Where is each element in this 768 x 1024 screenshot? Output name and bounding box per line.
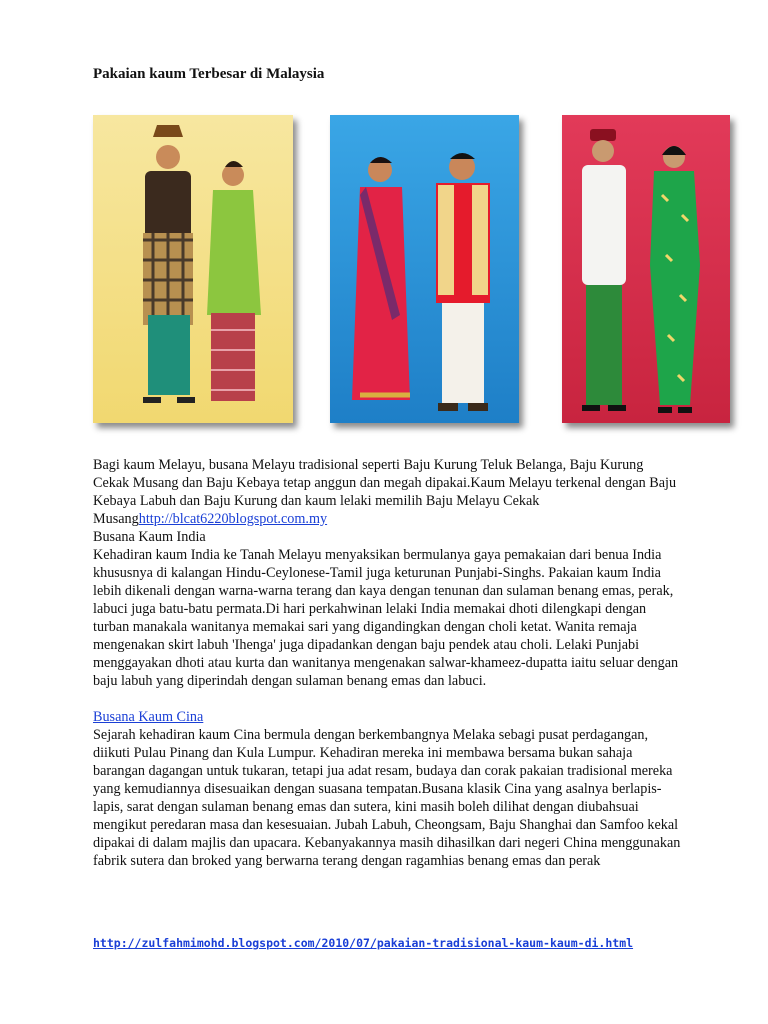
- paragraph-india: Kehadiran kaum India ke Tanah Melayu menyaksikan bermulanya gaya pemakaian dari benua India khususnya di kalangan Hindu-Ceylonese-Tamil juga keturunan Punjabi-Singhs. Pakaian kaum India lebih dikenali dengan warna-warna terang dan kaya dengan tenunan dan sulaman benang emas, perak, labuci juga batu-batu permata.Di hari perkahwinan lelaki India memakai dhoti dilengkapi dengan turban manakala wanitanya memakai sari yang digandingkan dengan choli ketat. Wanita remaja mengenakan skirt labuh 'Ihenga' juga dipadankan dengan baju pendek atau choli. Lelaki Punjabi menggayakan dhoti atau kurta dan wanitanya mengenakan salwar-khameez-dupatta iaitu seluar dengan baju labuh yang diperindah dengan sulaman benang emas dan labuci.: [93, 547, 679, 689]
- chinese-costume-photo: [562, 115, 730, 423]
- malay-costume-photo: [93, 115, 293, 423]
- footer: [93, 936, 633, 950]
- paragraph-cina: Sejarah kehadiran kaum Cina bermula dengan berkembangnya Melaka sebagi pusat perdagangan, diikuti Pulau Pinang dan Kula Lumpur. Kehadiran mereka ini membawa bersama bukan sahaja barangan dagangan untuk tukaran, tetapi jua adat resam, budaya dan corak pakaian tradisional mereka yang kemudiannya disesuaikan dengan suasana tempatan.Busana klasik Cina yang asalnya berlapis-lapis, sarat dengan sulaman benang emas dan sutera, kini masih boleh dilihat dengan diubahsuai mengikut peredaran masa dan kesesuaian. Jubah Labuh, Cheongsam, Baju Shanghai dan Samfoo kekal dipakai di dalam majlis dan upacara. Kebanyakannya masih dihasilkan dari negeri China menggunakan fabrik sutera dan broked yang berwarna terang dengan ragamhias benang emas dan perak: [93, 727, 681, 869]
- article-body: [93, 456, 683, 870]
- heading-india: Busana Kaum India: [93, 529, 206, 545]
- page-title: Pakaian kaum Terbesar di Malaysia: [93, 66, 325, 82]
- paragraph-melayu: Bagi kaum Melayu, busana Melayu tradisional seperti Baju Kurung Teluk Belanga, Baju Kurung Cekak Musang dan Baju Kebaya tetap anggun dan megah dipakai.Kaum Melayu terkenal dengan Baju Kebaya Labuh dan Baju Kurung dan kaum lelaki memilih Baju Melayu Cekak Musanghttp://blcat6220blogspot.com.my: [93, 457, 677, 527]
- indian-costume-photo: [330, 115, 519, 423]
- source-link[interactable]: http://zulfahmimohd.blogspot.com/2010/07/pakaian-tradisional-kaum-kaum-di.html: [93, 936, 634, 950]
- heading-cina-link[interactable]: Busana Kaum Cina: [93, 709, 204, 725]
- blog-link[interactable]: http://blcat6220blogspot.com.my: [138, 511, 328, 527]
